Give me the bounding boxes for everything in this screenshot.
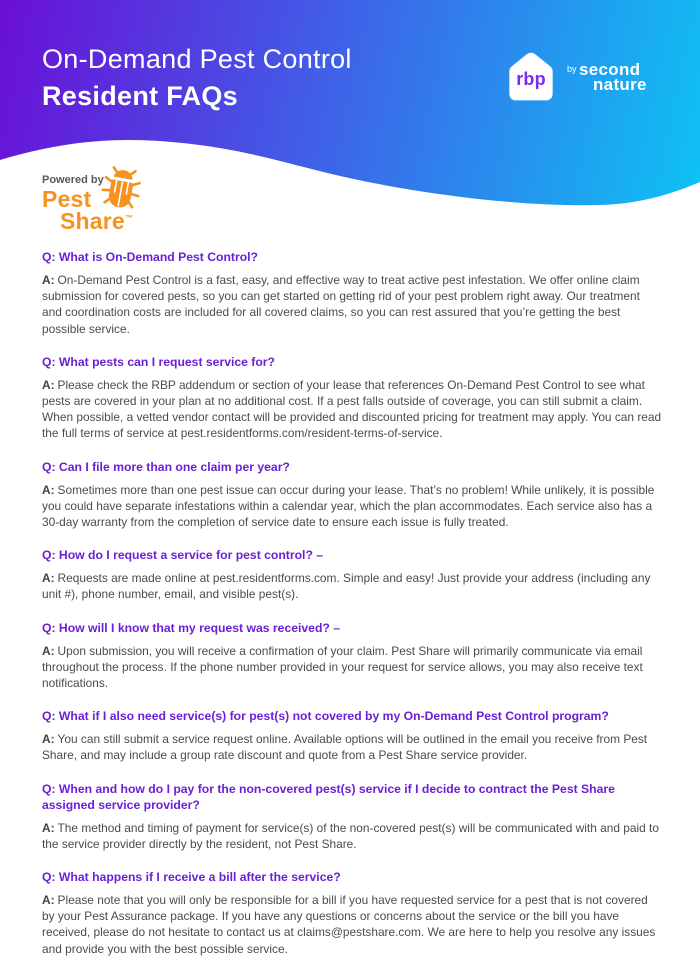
- answer-prefix: A:: [42, 643, 55, 658]
- faq-item: [42, 354, 662, 442]
- answer-prefix: A:: [42, 893, 55, 908]
- by-label: by: [567, 64, 577, 74]
- answer-text: On-Demand Pest Control is a fast, easy, and effective way to treat active pest infestation. We offer online claim submission for covered pests, so you can get started on getting rid of your pest problem right away. Our treatment and coordination costs are included for all covered claims, so you can rest assured that you’re getting the best possible service.: [42, 273, 640, 336]
- faq-question: Q: How will I know that my request was received? –: [42, 620, 340, 635]
- faq-answer: [42, 570, 662, 602]
- nature-label: nature: [593, 75, 647, 94]
- answer-text: Please check the RBP addendum or section of your lease that references On-Demand Pest Control to see what pests are covered in your plan at no additional cost. If a pest falls outside of coverage, you can still submit a claim. When possible, a vetted vendor contact will be provided and discounted pricing for treatment may apply. You can read the full terms of service at pest.residentforms.com/resident-terms-of-service.: [42, 377, 662, 441]
- answer-prefix: A:: [42, 377, 55, 392]
- faq-question: Q: What pests can I request service for?: [42, 354, 275, 369]
- answer-text: Please note that you will only be responsible for a bill if you have requested service for a pest that is not covered by your Pest Assurance package. If you have any questions or concerns about the service or the bill you have received, please do not hesitate to contact us at claims@pestshare.com. We are here to help you resolve any issues and provide you with the best possible service.: [42, 893, 656, 956]
- faq-item: [42, 708, 662, 763]
- pestshare-logo: [42, 172, 212, 236]
- answer-prefix: A:: [42, 820, 55, 835]
- faq-item: [42, 781, 662, 852]
- answer-prefix: A:: [42, 732, 55, 747]
- faq-item: [42, 547, 662, 602]
- share-text: Share: [60, 208, 125, 234]
- page-subtitle: Resident FAQs: [42, 81, 238, 111]
- answer-text: The method and timing of payment for service(s) of the non-covered pest(s) will be communicated with and paid to the service provider directly by the resident, not Pest Share.: [42, 820, 659, 851]
- faq-question: Q: What if I also need service(s) for pest(s) not covered by my On-Demand Pest Control program?: [42, 709, 609, 724]
- second-nature-wordmark: [567, 62, 647, 92]
- second-label: second: [579, 60, 641, 79]
- answer-prefix: A:: [42, 273, 55, 287]
- faq-item: [42, 869, 662, 957]
- pest-wordmark: Pest: [42, 186, 92, 212]
- bug-icon: [100, 166, 142, 214]
- rbp-second-nature-logo: [505, 49, 647, 105]
- powered-by-label: Powered by: [42, 174, 104, 186]
- faq-answer: [42, 820, 662, 852]
- faq-item: [42, 620, 662, 692]
- answer-text: You can still submit a service request online. Available options will be outlined in the email you receive from Pest Share, and may include a group rate discount and quote from a Pest Share service provider.: [42, 732, 648, 763]
- faq-answer: [42, 892, 662, 957]
- faq-question: Q: When and how do I pay for the non-covered pest(s) service if I decide to contract the Pest Share assigned service provider?: [42, 781, 615, 812]
- answer-text: Sometimes more than one pest issue can occur during your lease. That’s no problem! While unlikely, it is possible you could have separate infestations within a calendar year, which the plan accommodates. Each service also has a 30-day warranty from the completion of service date to ensure each issue is fully treated.: [42, 482, 655, 530]
- answer-text: Requests are made online at pest.residentforms.com. Simple and easy! Just provide your address (including any unit #), phone number, email, and visible pest(s).: [42, 571, 651, 602]
- faq-item: [42, 249, 662, 337]
- faq-question: Q: What happens if I receive a bill after the service?: [42, 870, 341, 885]
- faq-answer: [42, 377, 662, 442]
- faq-answer: [42, 643, 662, 692]
- faq-answer: [42, 482, 662, 531]
- faq-question: Q: Can I file more than one claim per year?: [42, 459, 290, 474]
- answer-text: Upon submission, you will receive a confirmation of your claim. Pest Share will primarily communicate via email throughout the process. If the phone number provided in your request for service allows, you may also receive text notifications.: [42, 643, 643, 691]
- trademark-symbol: ™: [124, 213, 134, 223]
- page-title: On-Demand Pest Control: [42, 44, 352, 74]
- faq-item: [42, 459, 662, 531]
- faq-question: Q: What is On-Demand Pest Control?: [42, 250, 258, 264]
- faq-answer: [42, 731, 662, 763]
- faq-list: [42, 249, 662, 957]
- answer-prefix: A:: [42, 482, 55, 497]
- answer-prefix: A:: [42, 571, 55, 586]
- faq-answer: [42, 272, 662, 337]
- faq-question: Q: How do I request a service for pest control? –: [42, 548, 324, 563]
- rbp-wordmark: rbp: [516, 69, 546, 89]
- rbp-house-icon: [505, 49, 557, 105]
